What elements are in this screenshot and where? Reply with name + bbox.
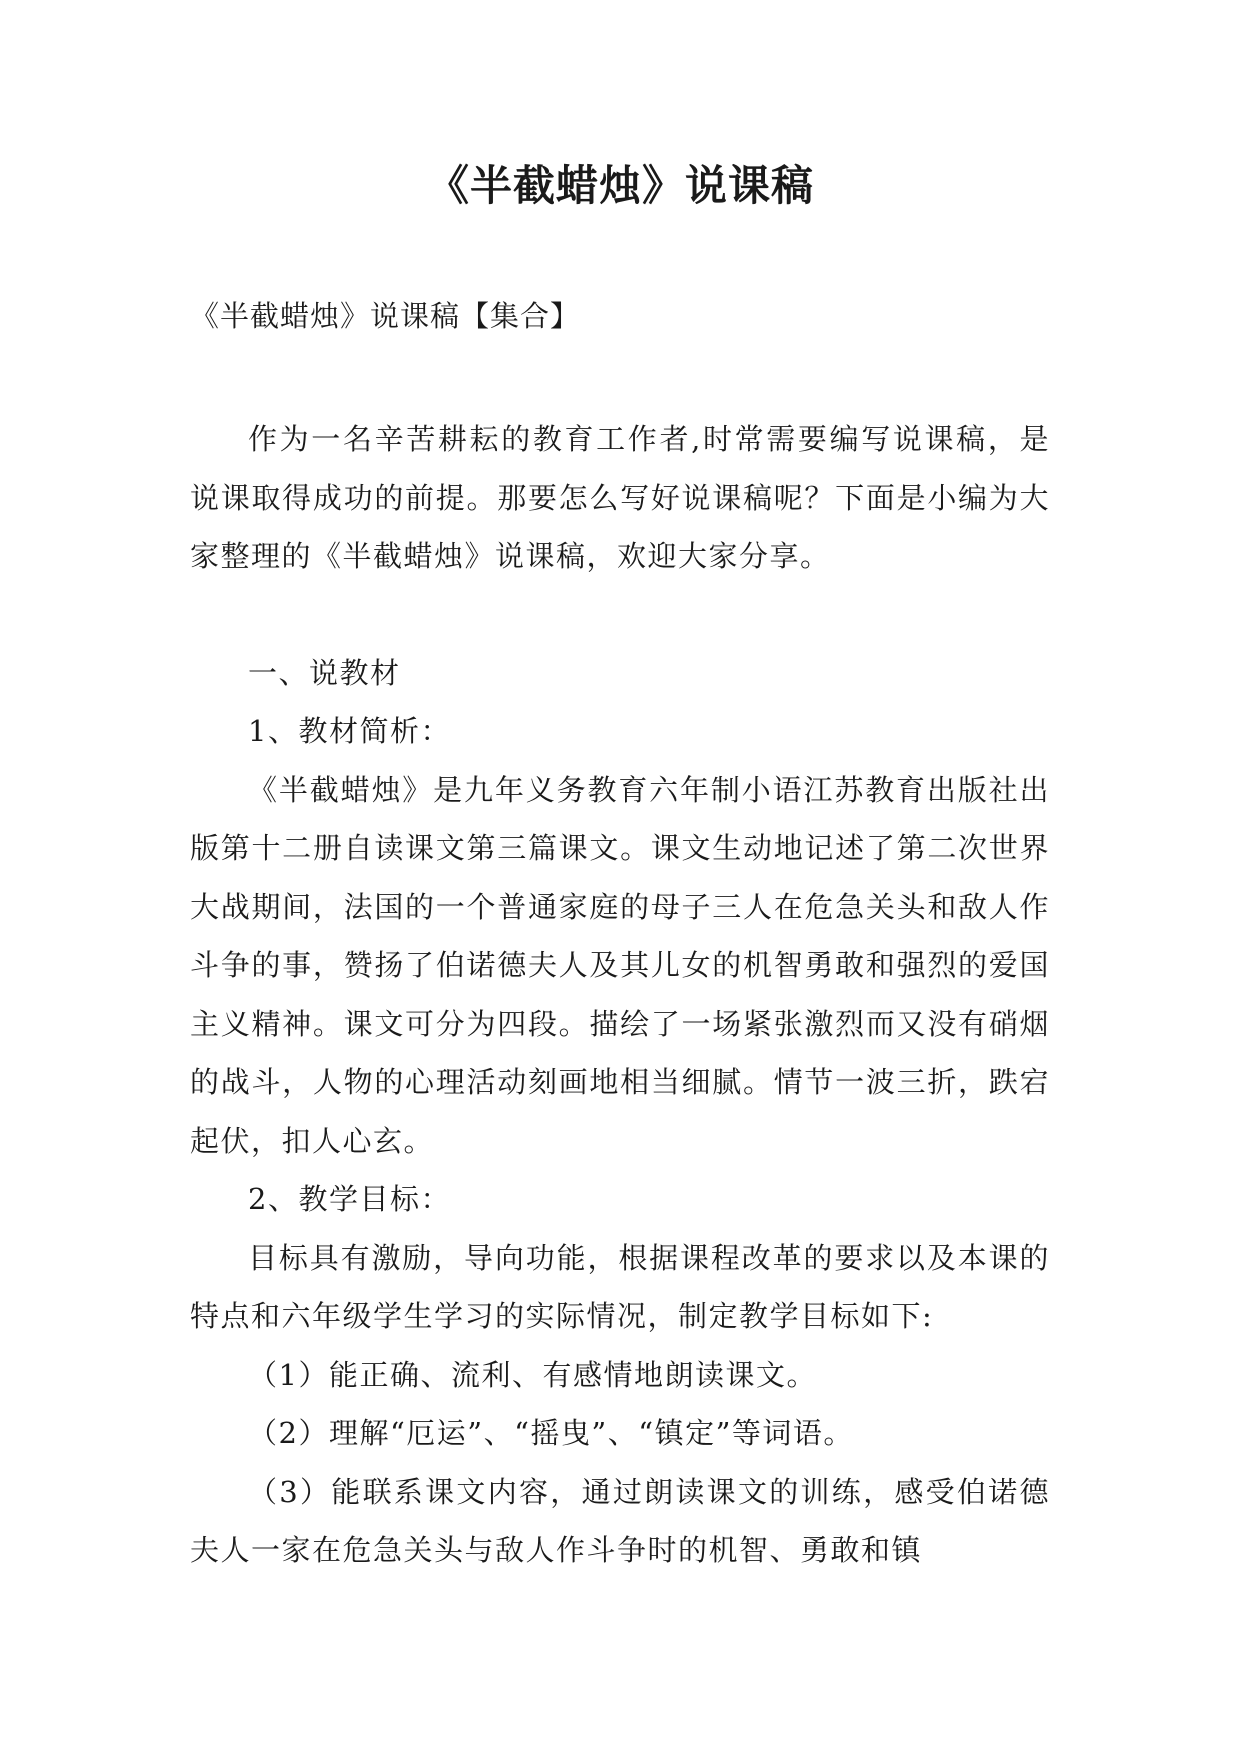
subheading-textbook-analysis: 1、教材简析： [248,714,451,748]
section-heading-textbook: 一、说教材 [248,655,401,690]
document-subtitle: 《半截蜡烛》说课稿【集合】 [190,299,581,333]
textbook-analysis-paragraph: 《半截蜡烛》是九年义务教育六年制小语江苏教育出版社出版第十二册自读课文第三篇课文。课文生动地记述了第二次世界大战期间，法国的一个普通家庭的母子三人在危急关头和敌人作斗争的事，赞扬了伯诺德夫人及其儿女的机智勇敢和强烈的爱国主义精神。课文可分为四段。描绘了一场紧张激烈而又没有硝烟的战斗，人物的心理活动刻画地相当细腻。情节一波三折，跌宕起伏，扣人心玄。 [190,772,1050,1158]
goal-item-1: （1）能正确、流利、有感情地朗读课文。 [248,1357,817,1392]
goal-item-2: （2）理解“厄运”、“摇曳”、“镇定”等词语。 [248,1416,854,1450]
paragraph-spacer [190,586,1050,644]
document-body [190,410,1050,1580]
goal-item-3: （3）能联系课文内容，通过朗读课文的训练，感受伯诺德夫人一家在危急关头与敌人作斗争时的机智、勇敢和镇 [190,1474,1050,1567]
intro-paragraph: 作为一名辛苦耕耘的教育工作者,时常需要编写说课稿，是说课取得成功的前提。那要怎么写好说课稿呢？下面是小编为大家整理的《半截蜡烛》说课稿，欢迎大家分享。 [190,422,1050,573]
teaching-goals-paragraph: 目标具有激励，导向功能，根据课程改革的要求以及本课的特点和六年级学生学习的实际情况，制定教学目标如下: [190,1240,1050,1333]
subheading-teaching-goals: 2、教学目标： [248,1182,451,1216]
document-title: 《半截蜡烛》说课稿 [426,161,814,210]
